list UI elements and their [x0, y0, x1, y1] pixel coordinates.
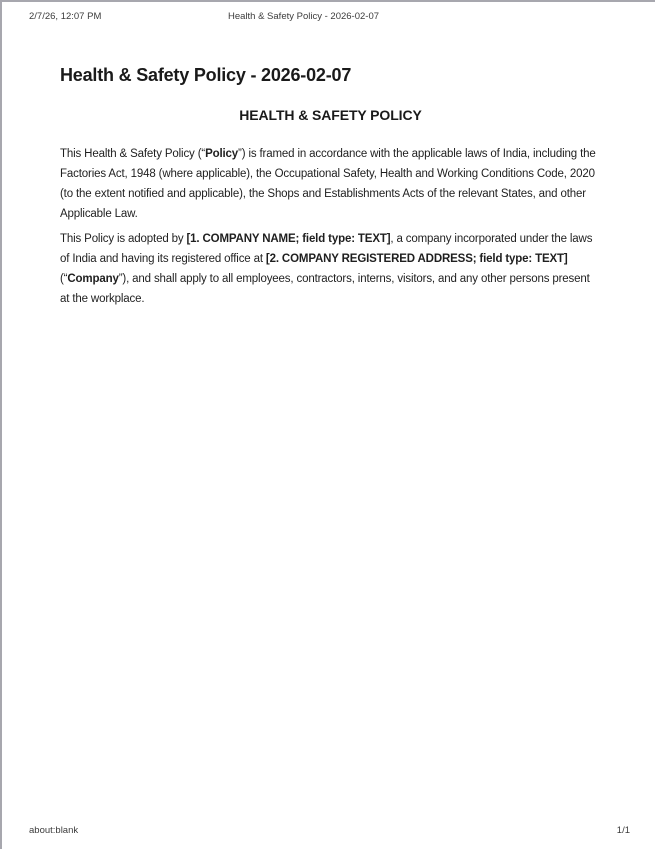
print-datetime: 2/7/26, 12:07 PM — [29, 11, 102, 22]
footer-page-indicator: 1/1 — [616, 825, 630, 836]
document-title: Health & Safety Policy - 2026-02-07 — [60, 65, 352, 85]
print-doc-title: Health & Safety Policy - 2026-02-07 — [227, 11, 380, 22]
footer-url: about:blank — [29, 825, 79, 836]
print-footer — [29, 825, 630, 836]
document-content — [60, 2, 601, 309]
policy-paragraph-2: This Policy is adopted by [1. COMPANY NAME; field type: TEXT], a company incorporated under the laws of India and having its registered office at [2. COMPANY REGISTERED ADDRESS; field type: TEXT] (“Company”), and shall apply to all employees, contractors, interns, visitors, and any other persons present at the workplace. — [60, 233, 593, 305]
policy-heading: HEALTH & SAFETY POLICY — [239, 107, 422, 123]
policy-paragraph-1: This Health & Safety Policy (“Policy”) is framed in accordance with the applicable laws of India, including the Factories Act, 1948 (where applicable), the Occupational Safety, Health and Working Conditions Code, 2020 (to the extent notified and applicable), the Shops and Establishments Acts of the relevant States, and other Applicable Law. — [60, 148, 596, 220]
